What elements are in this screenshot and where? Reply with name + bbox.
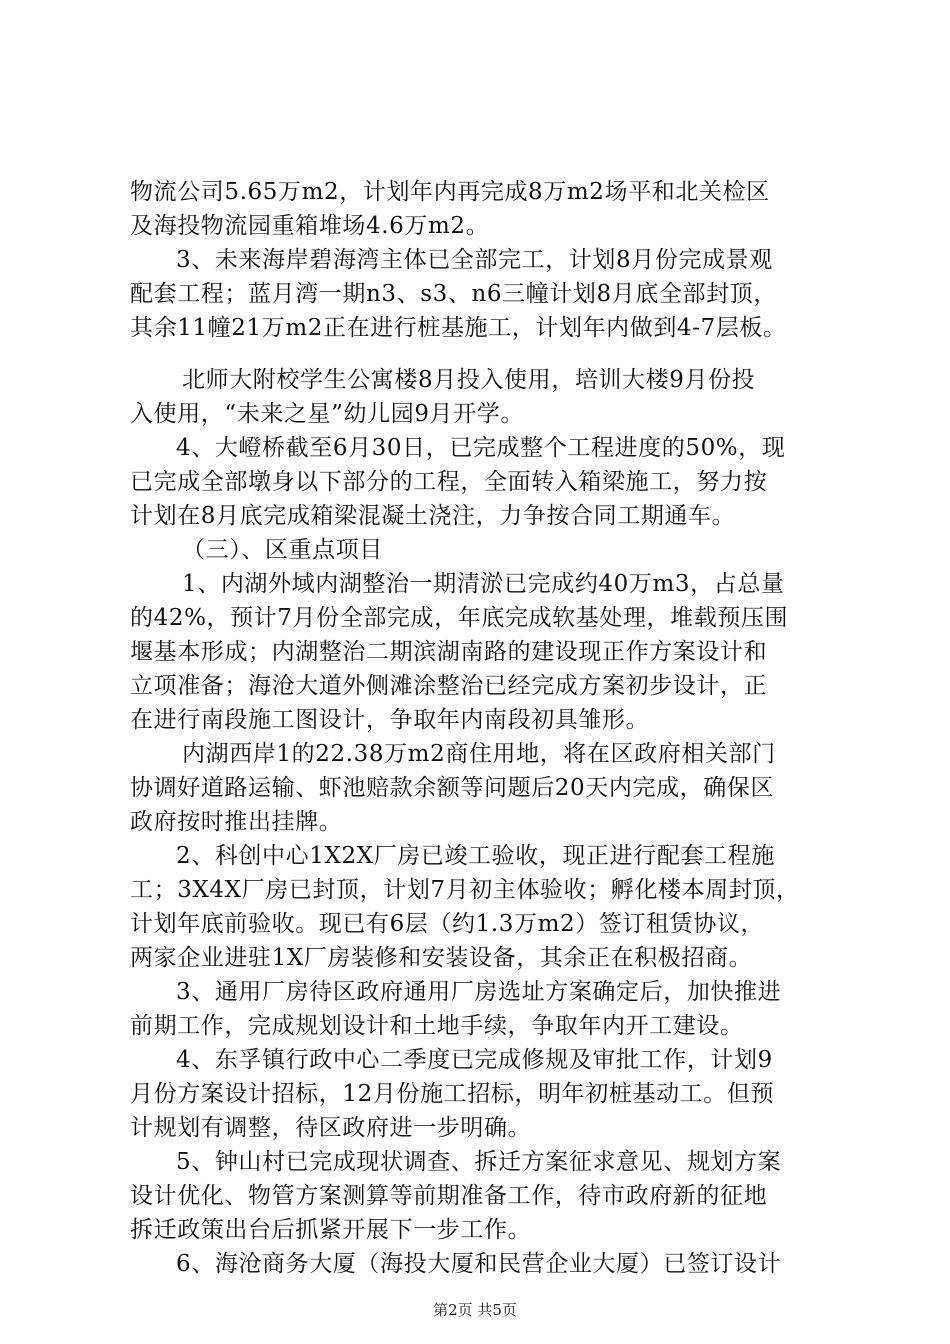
text-line: 立项准备；海沧大道外侧滩涂整治已经完成方案初步设计，正 xyxy=(130,673,768,699)
text-line: 计划在8月底完成箱梁混凝土浇注，力争按合同工期通车。 xyxy=(130,503,736,529)
text-line: 工；3X4X厂房已封顶，计划7月初主体验收；孵化楼本周封顶， xyxy=(130,877,800,903)
text-line: 两家企业进驻1X厂房装修和安装设备，其余正在积极招商。 xyxy=(130,945,753,971)
text-line: 已完成全部墩身以下部分的工程，全面转入箱梁施工，努力按 xyxy=(130,469,768,495)
text-line: 设计优化、物管方案测算等前期准备工作，待市政府新的征地 xyxy=(130,1183,768,1209)
text-line: 4、大嶝桥截至6月30日，已完成整个工程进度的50%，现 xyxy=(176,435,786,461)
text-line: 前期工作，完成规划设计和土地手续，争取年内开工建设。 xyxy=(130,1013,744,1039)
text-line: 内湖西岸1的22.38万m2商住用地，将在区政府相关部门 xyxy=(182,741,776,767)
text-line: 其余11幢21万m2正在进行桩基施工，计划年内做到4-7层板。 xyxy=(130,315,787,341)
text-line: 北师大附校学生公寓楼8月投入使用，培训大楼9月份投 xyxy=(182,367,756,393)
text-line: 计划年底前验收。现已有6层（约1.3万m2）签订租赁协议， xyxy=(130,911,765,937)
text-line: 计规划有调整，待区政府进一步明确。 xyxy=(130,1115,532,1141)
text-line: 6、海沧商务大厦（海投大厦和民营企业大厦）已签订设计 xyxy=(176,1251,782,1277)
text-line: 堰基本形成；内湖整治二期滨湖南路的建设现正作方案设计和 xyxy=(130,639,768,665)
text-line: 及海投物流园重箱堆场4.6万m2。 xyxy=(130,213,490,239)
text-line: 4、东孚镇行政中心二季度已完成修规及审批工作，计划9 xyxy=(176,1047,773,1073)
text-line: 拆迁政策出台后抓紧开展下一步工作。 xyxy=(130,1217,532,1243)
text-line: 入使用，“未来之星”幼儿园9月开学。 xyxy=(130,401,524,427)
text-line: 配套工程；蓝月湾一期n3、s3、n6三幢计划8月底全部封顶， xyxy=(130,281,777,307)
text-line: 5、钟山村已完成现状调查、拆迁方案征求意见、规划方案 xyxy=(176,1149,782,1175)
text-line: 1、内湖外域内湖整治一期清淤已完成约40万m3，占总量 xyxy=(182,571,785,597)
section-heading: （三）、区重点项目 xyxy=(182,537,383,563)
text-line: 的42%，预计7月份全部完成，年底完成软基处理，堆载预压围 xyxy=(130,605,789,631)
text-line: 3、通用厂房待区政府通用厂房选址方案确定后，加快推进 xyxy=(176,979,782,1005)
text-line: 协调好道路运输、虾池赔款余额等问题后20天内完成，确保区 xyxy=(130,775,775,801)
text-line: 3、未来海岸碧海湾主体已全部完工，计划8月份完成景观 xyxy=(176,247,773,273)
text-line: 政府按时推出挂牌。 xyxy=(130,809,343,835)
text-line: 2、科创中心1X2X厂房已竣工验收，现正进行配套工程施 xyxy=(176,843,775,869)
text-line: 月份方案设计招标，12月份施工招标，明年初桩基动工。但预 xyxy=(130,1081,775,1107)
page-footer: 第2页 共5页 xyxy=(433,1301,517,1319)
text-line: 物流公司5.65万m2，计划年内再完成8万m2场平和北关检区 xyxy=(130,179,770,205)
text-line: 在进行南段施工图设计，争取年内南段初具雏形。 xyxy=(130,707,650,733)
